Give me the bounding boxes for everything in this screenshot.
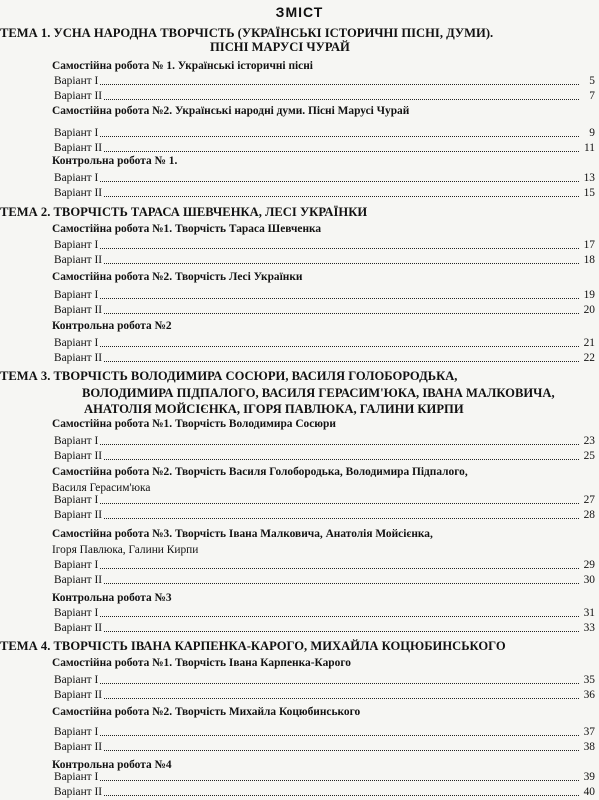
toc-entry[interactable] (54, 336, 595, 350)
toc-entry[interactable] (54, 673, 595, 687)
dot-leader (104, 313, 579, 314)
dot-leader (100, 683, 579, 684)
entry-label: Варіант ІІ (54, 574, 103, 586)
entry-label: Варіант ІІ (54, 689, 103, 701)
theme-heading-line: ТЕМА 2. ТВОРЧІСТЬ ТАРАСА ШЕВЧЕНКА, ЛЕСІ УКРАЇНКИ (0, 205, 368, 219)
work-title: Ігоря Павлюка, Галини Кирпи (52, 544, 199, 556)
theme-heading-line: АНАТОЛІЯ МОЙСІЄНКА, ІГОРЯ ПАВЛЮКА, ГАЛИНИ КИРПИ (84, 402, 464, 416)
page-number: 5 (589, 75, 595, 87)
page-number: 35 (583, 674, 595, 686)
dot-leader (104, 518, 579, 519)
toc-entry[interactable] (54, 621, 595, 635)
toc-entry[interactable] (54, 770, 595, 784)
page-number: 36 (583, 689, 595, 701)
theme-heading (0, 639, 599, 654)
dot-leader (100, 346, 579, 347)
page-number: 37 (583, 726, 595, 738)
entry-label: Варіант ІІ (54, 352, 103, 364)
theme-heading (0, 26, 599, 54)
entry-label: Варіант І (54, 607, 99, 619)
toc-entry[interactable] (54, 303, 595, 317)
dot-leader (104, 750, 579, 751)
dot-leader (104, 196, 579, 197)
dot-leader (104, 631, 579, 632)
toc-entry[interactable] (54, 785, 595, 799)
work-title: Самостійна робота № 1. Українські історичні пісні (52, 60, 313, 72)
toc-entry[interactable] (54, 186, 595, 200)
dot-leader (100, 136, 579, 137)
dot-leader (104, 151, 579, 152)
entry-label: Варіант ІІ (54, 142, 103, 154)
work-title: Василя Герасим'юка (52, 482, 151, 494)
page-number: 25 (583, 450, 595, 462)
toc-entry[interactable] (54, 434, 595, 448)
dot-leader (104, 459, 579, 460)
work-title: Контрольна робота №4 (52, 759, 172, 771)
theme-heading-line: ТЕМА 1. УСНА НАРОДНА ТВОРЧІСТЬ (УКРАЇНСЬКІ ІСТОРИЧНІ ПІСНІ, ДУМИ). (0, 26, 494, 40)
page-number: 38 (583, 741, 595, 753)
toc-entry[interactable] (54, 725, 595, 739)
entry-label: Варіант ІІ (54, 90, 103, 102)
page-number: 28 (583, 509, 595, 521)
work-title: Самостійна робота №1. Творчість Володимира Сосюри (52, 418, 336, 430)
work-title: Контрольна робота № 1. (52, 155, 178, 167)
dot-leader (104, 361, 579, 362)
toc-entry[interactable] (54, 508, 595, 522)
toc-entry[interactable] (54, 126, 595, 140)
entry-label: Варіант І (54, 559, 99, 571)
page-number: 33 (583, 622, 595, 634)
toc-entry[interactable] (54, 238, 595, 252)
entry-label: Варіант І (54, 494, 99, 506)
entry-label: Варіант І (54, 771, 99, 783)
entry-label: Варіант ІІ (54, 187, 103, 199)
dot-leader (100, 780, 579, 781)
dot-leader (104, 795, 579, 796)
work-title: Самостійна робота №2. Українські народні думи. Пісні Марусі Чурай (52, 105, 410, 117)
entry-label: Варіант ІІ (54, 741, 103, 753)
entry-label: Варіант ІІ (54, 622, 103, 634)
theme-heading (0, 368, 599, 418)
toc-entry[interactable] (54, 449, 595, 463)
toc-entry[interactable] (54, 606, 595, 620)
dot-leader (104, 698, 579, 699)
entry-label: Варіант ІІ (54, 450, 103, 462)
page-number: 11 (584, 142, 595, 154)
page-number: 31 (583, 607, 595, 619)
entry-label: Варіант І (54, 726, 99, 738)
entry-label: Варіант І (54, 172, 99, 184)
theme-heading-line: ПІСНІ МАРУСІ ЧУРАЙ (210, 40, 350, 54)
toc-entry[interactable] (54, 74, 595, 88)
theme-heading-line: ТЕМА 4. ТВОРЧІСТЬ ІВАНА КАРПЕНКА-КАРОГО, МИХАЙЛА КОЦЮБИНСЬКОГО (0, 639, 506, 653)
page-number: 20 (583, 304, 595, 316)
work-title: Контрольна робота №2 (52, 320, 172, 332)
page-number: 15 (583, 187, 595, 199)
entry-label: Варіант І (54, 127, 99, 139)
dot-leader (100, 568, 579, 569)
entry-label: Варіант І (54, 75, 99, 87)
dot-leader (104, 583, 579, 584)
toc-entry[interactable] (54, 493, 595, 507)
entry-label: Варіант І (54, 435, 99, 447)
entry-label: Варіант ІІ (54, 786, 103, 798)
page-number: 27 (583, 494, 595, 506)
entry-label: Варіант І (54, 337, 99, 349)
page-number: 9 (589, 127, 595, 139)
entry-label: Варіант ІІ (54, 254, 103, 266)
toc-entry[interactable] (54, 89, 595, 103)
page-number: 30 (583, 574, 595, 586)
page-number: 23 (583, 435, 595, 447)
page-number: 13 (583, 172, 595, 184)
page-title: ЗМІСТ (275, 4, 324, 20)
work-title: Самостійна робота №3. Творчість Івана Малковича, Анатолія Мойсієнка, (52, 528, 433, 540)
dot-leader (100, 616, 579, 617)
toc-entry[interactable] (54, 688, 595, 702)
dot-leader (100, 444, 579, 445)
page-number: 17 (583, 239, 595, 251)
dot-leader (104, 263, 579, 264)
entry-label: Варіант І (54, 239, 99, 251)
theme-heading-line: ТЕМА 3. ТВОРЧІСТЬ ВОЛОДИМИРА СОСЮРИ, ВАСИЛЯ ГОЛОБОРОДЬКА, (0, 369, 458, 383)
work-title: Самостійна робота №2. Творчість Лесі Українки (52, 271, 303, 283)
page-number: 19 (583, 289, 595, 301)
toc-entry[interactable] (54, 253, 595, 267)
theme-heading-line: ВОЛОДИМИРА ПІДПАЛОГО, ВАСИЛЯ ГЕРАСИМ'ЮКА, ІВАНА МАЛКОВИЧА, (82, 385, 555, 400)
work-title: Самостійна робота №1. Творчість Івана Карпенка-Карого (52, 657, 351, 669)
page-number: 29 (583, 559, 595, 571)
page-number: 21 (583, 337, 595, 349)
toc-entry[interactable] (54, 558, 595, 572)
page-number: 39 (583, 771, 595, 783)
toc-entry[interactable] (54, 573, 595, 587)
toc-entry[interactable] (54, 141, 595, 155)
page-number: 18 (583, 254, 595, 266)
dot-leader (100, 503, 579, 504)
theme-heading (0, 205, 599, 220)
dot-leader (104, 99, 579, 100)
dot-leader (100, 84, 579, 85)
entry-label: Варіант ІІ (54, 509, 103, 521)
dot-leader (100, 298, 579, 299)
page-number: 40 (583, 786, 595, 798)
entry-label: Варіант І (54, 674, 99, 686)
toc-entry[interactable] (54, 288, 595, 302)
toc-entry[interactable] (54, 171, 595, 185)
entry-label: Варіант І (54, 289, 99, 301)
dot-leader (100, 248, 579, 249)
work-title: Самостійна робота №2. Творчість Василя Голобородька, Володимира Підпалого, (52, 466, 468, 478)
page-number: 22 (583, 352, 595, 364)
work-title: Контрольна робота №3 (52, 592, 172, 604)
toc-entry[interactable] (54, 740, 595, 754)
dot-leader (100, 181, 579, 182)
work-title: Самостійна робота №2. Творчість Михайла Коцюбинського (52, 706, 361, 718)
toc-entry[interactable] (54, 351, 595, 365)
work-title: Самостійна робота №1. Творчість Тараса Шевченка (52, 223, 322, 235)
dot-leader (100, 735, 579, 736)
entry-label: Варіант ІІ (54, 304, 103, 316)
page-number: 7 (589, 90, 595, 102)
